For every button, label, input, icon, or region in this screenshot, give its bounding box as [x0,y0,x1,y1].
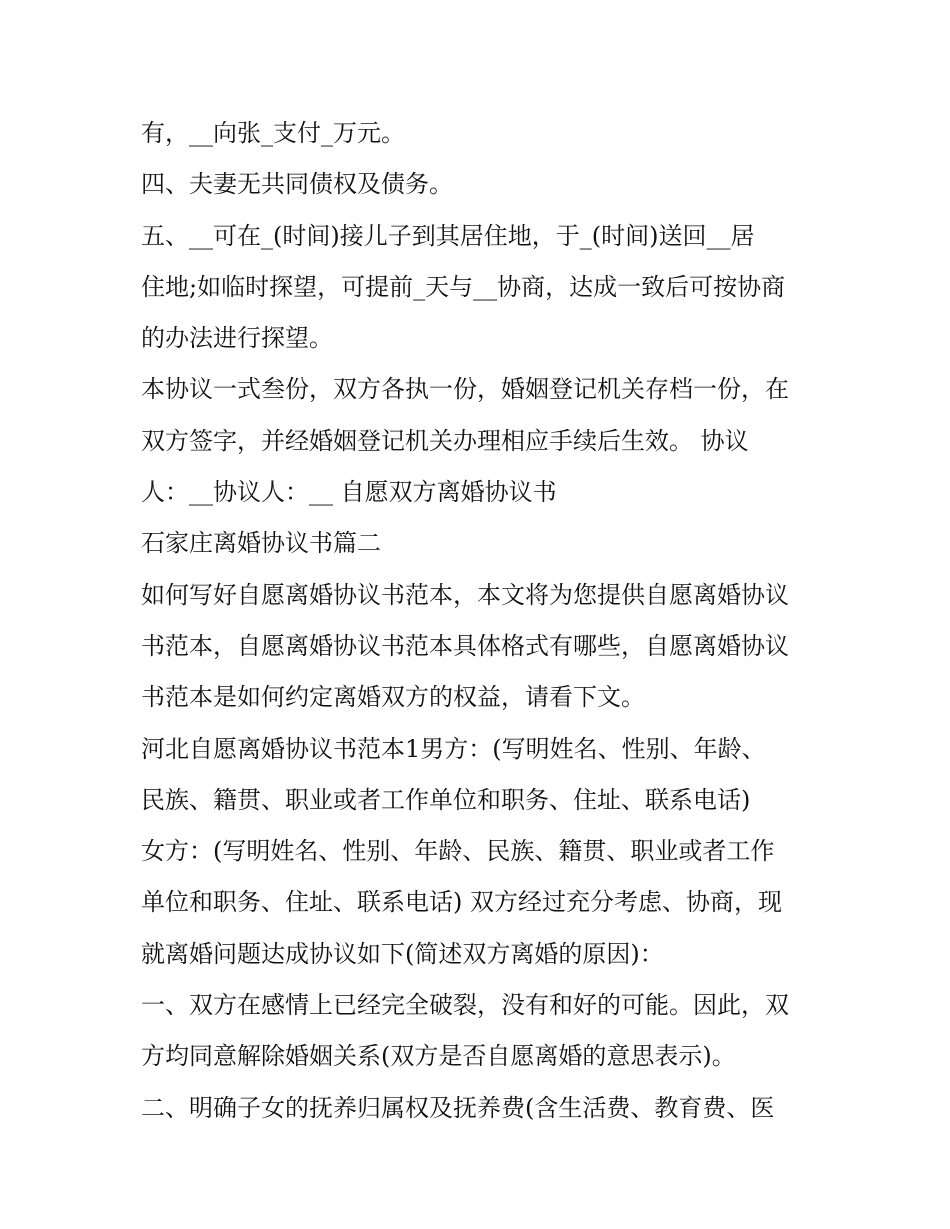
text-line: 民族、籍贯、职业或者工作单位和职务、住址、联系电话) [141,785,751,814]
text-line: 二、明确子女的抚养归属权及抚养费(含生活费、教育费、医 [141,1093,775,1122]
text-line: 书范本是如何约定离婚双方的权益，请看下文。 [141,683,645,712]
text-line: 的办法进行探望。 [141,324,333,353]
text-line: 河北自愿离婚协议书范本1男方：(写明姓名、性别、年龄、 [141,734,766,763]
text-line: 四、夫妻无共同债权及债务。 [141,170,453,199]
text-line: 女方：(写明姓名、性别、年龄、民族、籍贯、职业或者工作 [141,837,775,866]
text-line: 五、__可在_(时间)接儿子到其居住地，于_(时间)送回__居 [141,221,755,250]
text-line: 单位和职务、住址、联系电话) 双方经过充分考虑、协商，现 [141,888,782,917]
text-line: 如何写好自愿离婚协议书范本，本文将为您提供自愿离婚协议 [141,580,789,609]
text-line: 双方签字，并经婚姻登记机关办理相应手续后生效。 协议 [141,426,749,455]
text-line: 本协议一式叁份，双方各执一份，婚姻登记机关存档一份，在 [141,375,789,404]
text-line: 就离婚问题达成协议如下(简述双方离婚的原因)： [141,939,664,968]
text-line: 有，__向张_支付_万元。 [141,119,405,147]
text-line: 人：__协议人：__ 自愿双方离婚协议书 [141,478,557,507]
text-line: 书范本，自愿离婚协议书范本具体格式有哪些，自愿离婚协议 [141,631,789,660]
text-line: 方均同意解除婚姻关系(双方是否自愿离婚的意思表示)。 [141,1042,736,1071]
text-line: 一、双方在感情上已经完全破裂，没有和好的可能。因此，双 [141,991,789,1020]
text-line: 住地;如临时探望，可提前_天与__协商，达成一致后可按协商 [141,272,786,301]
section-heading: 石家庄离婚协议书篇二 [141,529,381,558]
document-body [141,108,821,1134]
